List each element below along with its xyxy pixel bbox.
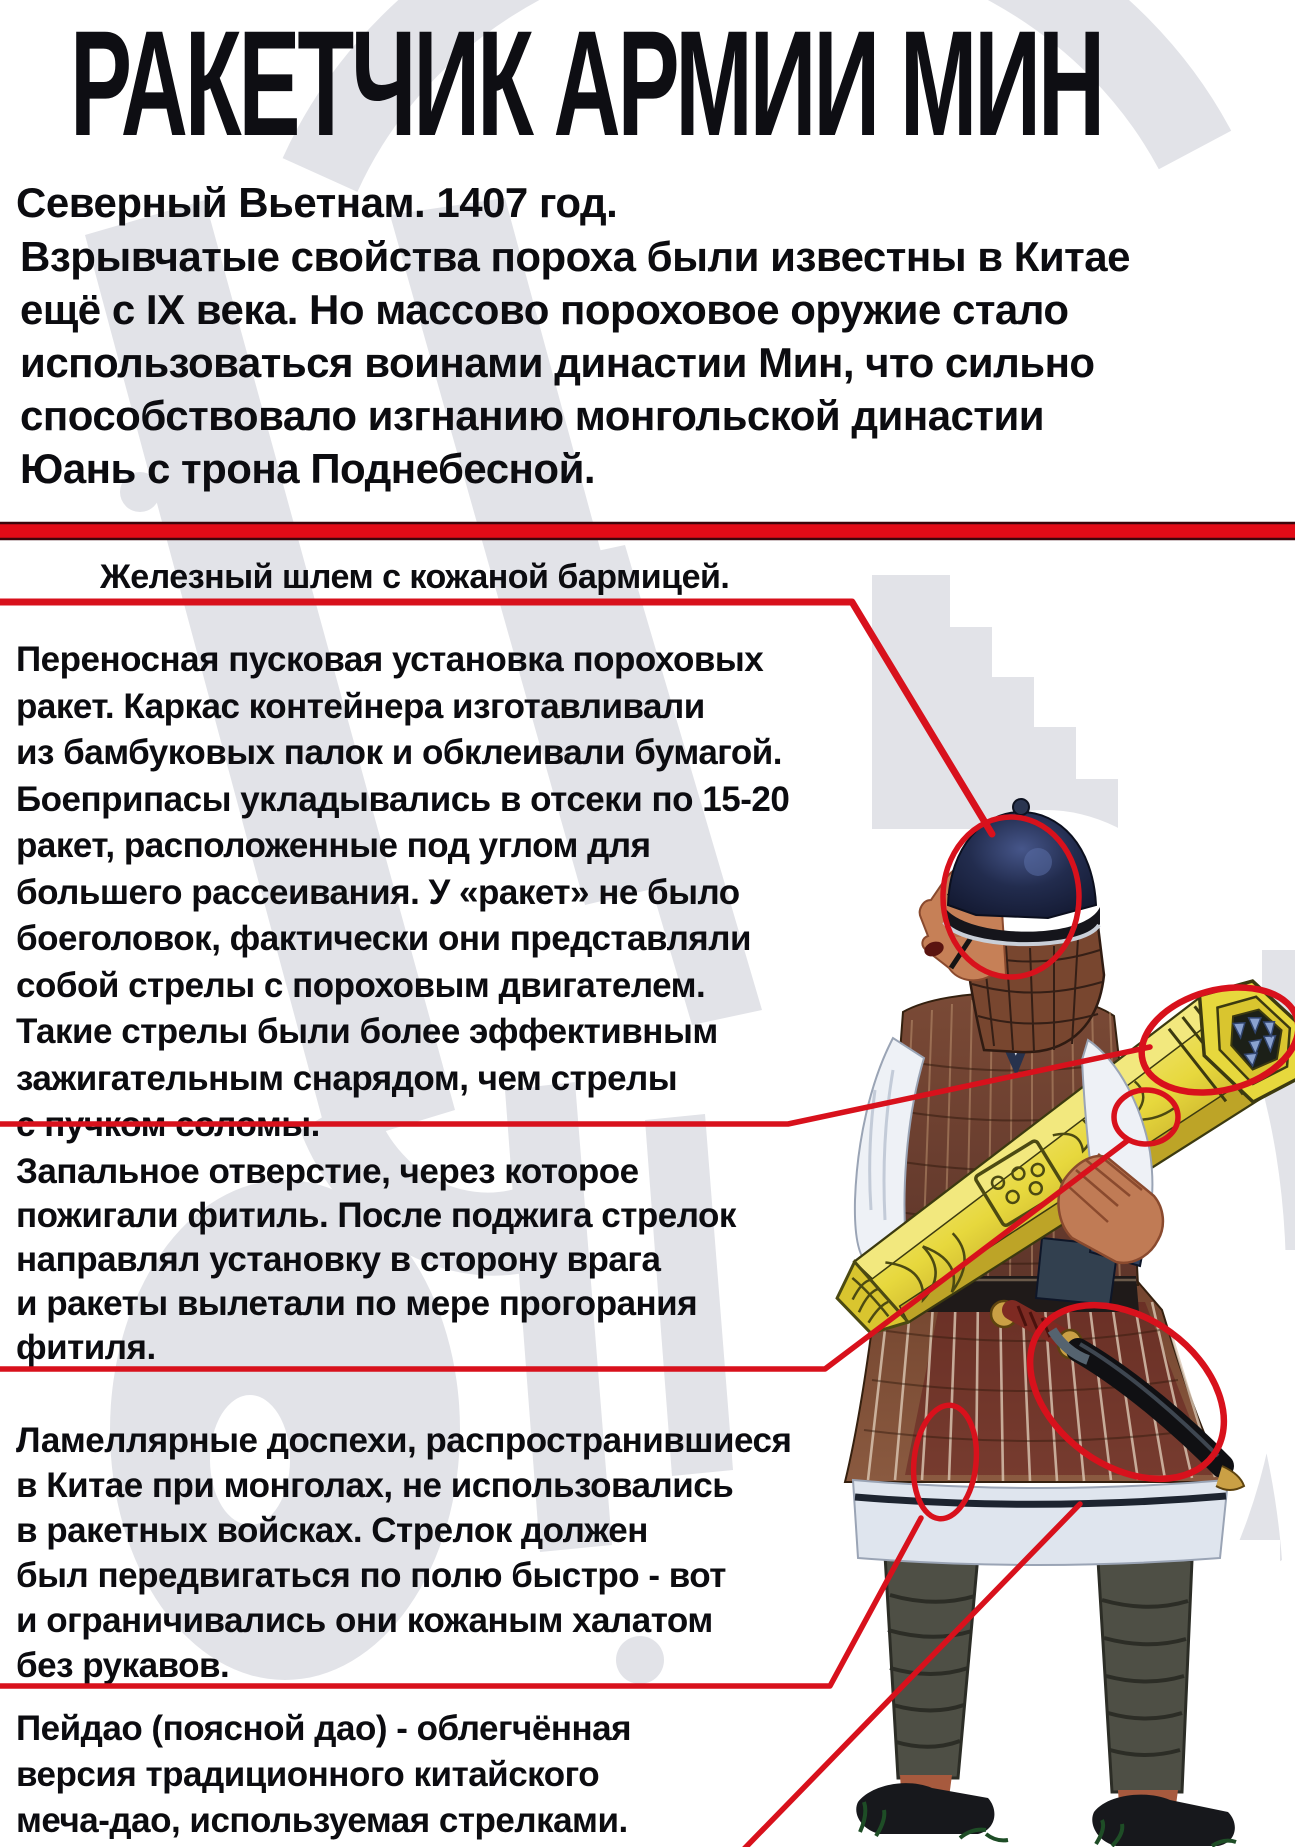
text-line: Взрывчатые свойства пороха были известны в Китае: [20, 233, 1130, 280]
text-line: Боеприпасы укладывались в отсеки по 15-20: [16, 779, 790, 819]
text-line: Переносная пусковая установка пороховых: [16, 640, 764, 679]
text-line: в ракетных войсках. Стрелок должен: [16, 1511, 648, 1550]
text-line: без рукавов.: [16, 1646, 230, 1685]
text-line: меча-дао, используемая стрелками.: [16, 1801, 628, 1840]
launcher-paragraph: [16, 637, 789, 1149]
text-line: зажигательным снарядом, чем стрелы: [16, 1058, 678, 1098]
text-line: и ракеты вылетали по мере прогорания: [16, 1284, 698, 1323]
text-line: из бамбуковых палок и обклеивали бумагой.: [16, 733, 783, 772]
text-line: фитиля.: [16, 1328, 156, 1367]
text-line: Пейдао (поясной дао) - облегчённая: [16, 1709, 631, 1748]
text-line: и ограничивались они кожаным халатом: [16, 1601, 713, 1640]
text-line: Такие стрелы были более эффективным: [16, 1012, 718, 1051]
armor-paragraph: [16, 1418, 791, 1688]
text-line: Запальное отверстие, через которое: [16, 1152, 639, 1191]
text-line: собой стрелы с пороховым двигателем.: [16, 965, 706, 1005]
text-line: способствовало изгнанию монгольской династии: [20, 392, 1045, 439]
text-line: ракет, расположенные под углом для: [16, 826, 651, 865]
helmet-caption: Железный шлем с кожаной бармицей.: [100, 558, 730, 596]
text-line: был передвигаться по полю быстро - вот: [16, 1556, 726, 1595]
text-line: Юань с трона Поднебесной.: [20, 445, 596, 492]
text-line: использоваться воинами династии Мин, что сильно: [20, 339, 1095, 386]
text-line: ещё с IX века. Но массово пороховое оружие стало: [20, 286, 1069, 333]
text-line: боеголовок, фактически они представляли: [16, 919, 751, 958]
intro-paragraph: [20, 230, 1130, 495]
text-line: версия традиционного китайского: [16, 1755, 600, 1794]
page-subtitle: Северный Вьетнам. 1407 год.: [16, 179, 618, 226]
fuse-paragraph: [16, 1150, 736, 1370]
text-line: пожигали фитиль. После поджига стрелок: [16, 1196, 736, 1235]
page-title: РАКЕТЧИК АРМИИ МИН: [70, 0, 1103, 167]
text-line: большего рассеивания. У «ракет» не было: [16, 872, 740, 912]
text-line: в Китае при монголах, не использовались: [16, 1466, 734, 1505]
text-line: направлял установку в сторону врага: [16, 1240, 661, 1279]
sword-paragraph: [16, 1706, 631, 1844]
text-line: ракет. Каркас контейнера изготавливали: [16, 686, 705, 726]
text-line: с пучком соломы.: [16, 1105, 320, 1144]
text-line: Ламеллярные доспехи, распространившиеся: [16, 1421, 792, 1460]
